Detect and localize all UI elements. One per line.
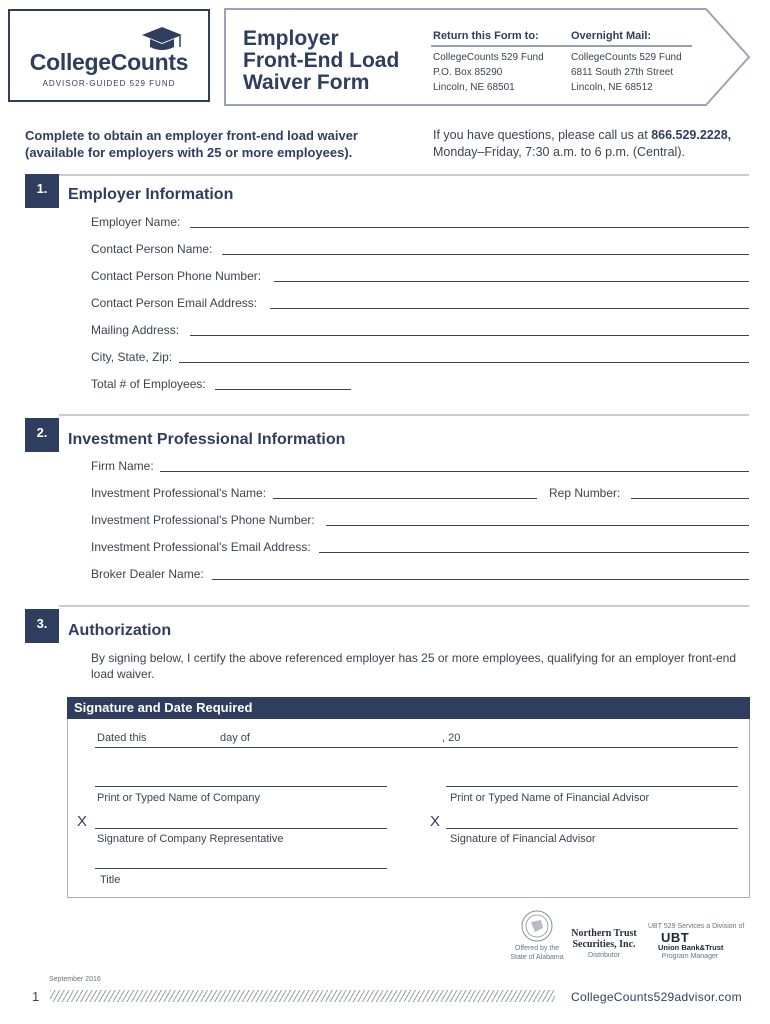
brand-tagline: ADVISOR-GUIDED 529 FUND xyxy=(42,79,176,88)
intro-instructions: Complete to obtain an employer front-end load waiver (available for employers with 25 or more employees). xyxy=(25,128,358,160)
form-title: Employer Front-End Load Waiver Form xyxy=(243,27,400,94)
rep-number-label: Rep Number: xyxy=(549,486,621,500)
section-1-title: Employer Information xyxy=(68,186,234,203)
company-name-field[interactable] xyxy=(95,786,387,787)
alabama-seal-icon xyxy=(521,910,553,942)
authorization-text: By signing below, I certify the above referenced employer has 25 or more employees, qualifying for an employer front-end load waiver. xyxy=(91,651,737,681)
date-field[interactable] xyxy=(95,747,738,748)
advisor-signature-x: X xyxy=(430,813,441,830)
advisor-signature-label: Signature of Financial Advisor xyxy=(450,833,596,845)
ubt-division-text: UBT 529 Services a Division of xyxy=(648,923,745,930)
firm-name-field[interactable] xyxy=(160,471,749,472)
footer-hatch-divider xyxy=(50,990,555,1002)
program-manager-label: Program Manager xyxy=(661,953,719,960)
logo-box xyxy=(8,9,210,102)
ip-phone-field[interactable] xyxy=(326,525,749,526)
return-address: CollegeCounts 529 Fund P.O. Box 85290 Lincoln, NE 68501 xyxy=(433,52,544,93)
company-name-label: Print or Typed Name of Company xyxy=(97,792,261,804)
section-3-number: 3. xyxy=(25,609,59,643)
intro-hours: Monday–Friday, 7:30 a.m. to 6 p.m. (Central). xyxy=(433,145,685,159)
city-state-zip-field[interactable] xyxy=(179,362,749,363)
broker-dealer-field[interactable] xyxy=(212,579,749,580)
employer-name-label: Employer Name: xyxy=(91,215,181,229)
revision-date: September 2016 xyxy=(49,976,101,983)
section-2-number: 2. xyxy=(25,418,59,452)
ip-email-field[interactable] xyxy=(319,552,749,553)
mailing-address-field[interactable] xyxy=(190,335,749,336)
ip-name-field[interactable] xyxy=(273,498,537,499)
brand-logo: CollegeCounts xyxy=(29,49,189,75)
contact-name-label: Contact Person Name: xyxy=(91,242,213,256)
overnight-heading: Overnight Mail: xyxy=(571,30,652,42)
contact-email-label: Contact Person Email Address: xyxy=(91,296,258,310)
section-2-title: Investment Professional Information xyxy=(68,431,346,448)
section-1-rule xyxy=(59,174,749,176)
contact-email-field[interactable] xyxy=(270,308,749,309)
ubt-name: Union Bank&Trust xyxy=(658,943,724,952)
total-employees-field[interactable] xyxy=(215,389,351,390)
section-2-rule xyxy=(59,414,749,416)
day-of-label: day of xyxy=(220,732,250,744)
intro-contact xyxy=(433,127,763,161)
employer-name-field[interactable] xyxy=(190,227,749,228)
city-state-zip-label: City, State, Zip: xyxy=(91,350,173,364)
ip-email-label: Investment Professional's Email Address: xyxy=(91,540,311,554)
title-field[interactable] xyxy=(95,868,387,869)
intro-contact-prefix: If you have questions, please call us at xyxy=(433,128,652,142)
offered-by-alabama: Offered by the State of Alabama xyxy=(510,945,564,961)
company-signature-label: Signature of Company Representative xyxy=(97,833,284,845)
section-3-title: Authorization xyxy=(68,622,172,639)
overnight-address: CollegeCounts 529 Fund 6811 South 27th Street Lincoln, NE 68512 xyxy=(571,52,682,93)
mailing-address-label: Mailing Address: xyxy=(91,323,180,337)
company-signature-field[interactable] xyxy=(95,828,387,829)
contact-name-field[interactable] xyxy=(222,254,749,255)
signature-header: Signature and Date Required xyxy=(74,700,253,715)
website-link[interactable]: CollegeCounts529advisor.com xyxy=(571,990,742,1004)
title-label: Title xyxy=(100,874,121,886)
section-1-number: 1. xyxy=(25,174,59,208)
contact-phone-label: Contact Person Phone Number: xyxy=(91,269,262,283)
advisor-name-field[interactable] xyxy=(446,786,738,787)
year-label: , 20 xyxy=(442,732,461,744)
total-employees-label: Total # of Employees: xyxy=(91,377,206,391)
contact-phone-field[interactable] xyxy=(274,281,749,282)
page-number: 1 xyxy=(32,989,40,1004)
company-signature-x: X xyxy=(77,813,88,830)
distributor-label: Distributor xyxy=(588,952,620,959)
firm-name-label: Firm Name: xyxy=(91,459,154,473)
section-3-rule xyxy=(59,605,749,607)
ip-name-label: Investment Professional's Name: xyxy=(91,486,267,500)
ip-phone-label: Investment Professional's Phone Number: xyxy=(91,513,315,527)
advisor-signature-field[interactable] xyxy=(446,828,738,829)
northern-trust-logo: Northern Trust Securities, Inc. xyxy=(571,928,637,950)
phone-number: 866.529.2228, xyxy=(651,128,732,142)
advisor-name-label: Print or Typed Name of Financial Advisor xyxy=(450,792,650,804)
rep-number-field[interactable] xyxy=(631,498,749,499)
return-heading: Return this Form to: xyxy=(433,30,539,42)
dated-this-label: Dated this xyxy=(97,732,147,744)
broker-dealer-label: Broker Dealer Name: xyxy=(91,567,204,581)
ubt-logo: UBT xyxy=(661,930,690,945)
